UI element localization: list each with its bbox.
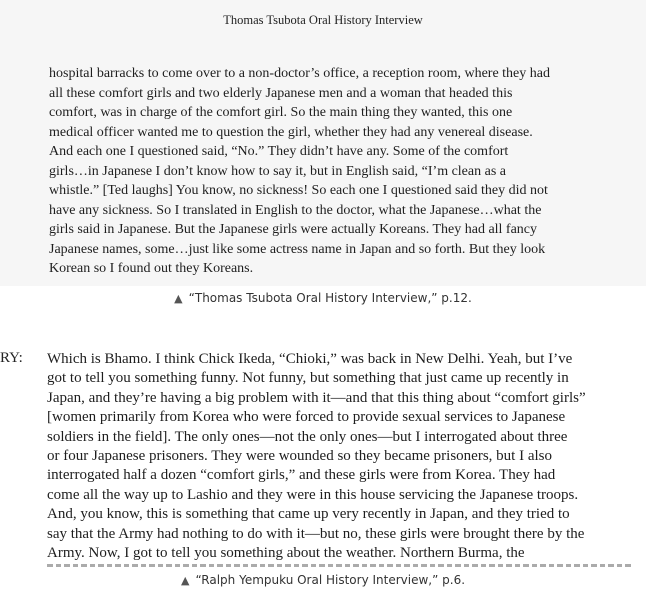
figure-caption-yempuku bbox=[0, 573, 646, 587]
transcript-paragraph-tsubota bbox=[49, 64, 597, 279]
caption-text: “Thomas Tsubota Oral History Interview,” p.12. bbox=[188, 291, 472, 305]
transcript-line: Japan, and they’re having a big problem with it—and that this thing about “comfort girls” bbox=[47, 389, 586, 406]
transcript-line: say that the Army had nothing to do with it—but no, these girls were brought there by the bbox=[47, 525, 585, 542]
speaker-label: RY: bbox=[0, 350, 23, 366]
caption-text: “Ralph Yempuku Oral History Interview,” p.6. bbox=[195, 573, 466, 587]
triangle-up-icon: ▲ bbox=[174, 292, 183, 305]
transcript-line: or four Japanese prisoners. They were wounded so they became prisoners, but I also bbox=[47, 448, 552, 465]
transcript-line: whistle.” [Ted laughs] You know, no sickness! So each one I questioned said they did not bbox=[49, 183, 548, 198]
transcript-line: Korean so I found out they Koreans. bbox=[49, 261, 254, 276]
transcript-line: girls said in Japanese. But the Japanese girls were actually Koreans. They had all fancy bbox=[49, 222, 538, 237]
transcript-line: hospital barracks to come over to a non-doctor’s office, a reception room, where they had bbox=[49, 66, 550, 81]
transcript-line: come all the way up to Lashio and they were in this house servicing the Japanese troops. bbox=[47, 486, 579, 503]
transcript-line: And, you know, this is something that came up very recently in Japan, and they tried to bbox=[47, 506, 570, 523]
transcript-line: interrogated half a dozen “comfort girls,” and these girls were from Korea. They had bbox=[47, 467, 556, 484]
transcript-line: Army. Now, I got to tell you something about the weather. Northern Burma, the bbox=[47, 545, 525, 562]
transcript-line: have any sickness. So I translated in English to the doctor, what the Japanese…what the bbox=[49, 202, 542, 218]
figure-caption-tsubota bbox=[0, 291, 646, 305]
triangle-up-icon: ▲ bbox=[180, 574, 190, 587]
cropped-text-line bbox=[47, 563, 632, 567]
transcript-line: all these comfort girls and two elderly Japanese men and a woman that headed this bbox=[49, 85, 513, 101]
transcript-line: medical officer wanted me to question the girl, whether they had any venereal disease. bbox=[49, 124, 533, 140]
transcript-line: girls…in Japanese I don’t know how to say it, but in English said, “I’m clean as a bbox=[49, 163, 506, 179]
document-header-title: Thomas Tsubota Oral History Interview bbox=[223, 13, 423, 27]
transcript-line: soldiers in the field]. The only ones—not the only ones—but I interrogated about three bbox=[47, 428, 568, 445]
transcript-line: got to tell you something funny. Not funny, but something that just came up recently in bbox=[47, 370, 569, 387]
transcript-line: comfort, was in charge of the comfort girl. So the main thing they wanted, this one bbox=[49, 105, 513, 120]
excerpt-scan-tsubota bbox=[0, 0, 646, 286]
transcript-paragraph-yempuku bbox=[47, 350, 632, 563]
transcript-line: [women primarily from Korea who were forced to provide sexual services to Japanese bbox=[47, 409, 566, 426]
transcript-line: And each one I questioned said, “No.” They didn’t have any. Some of the comfort bbox=[49, 144, 509, 159]
transcript-line: Japanese names, some…just like some actress name in Japan and so forth. But they look bbox=[49, 241, 546, 257]
transcript-line: Which is Bhamo. I think Chick Ikeda, “Chioki,” was back in New Delhi. Yeah, but I’ve bbox=[47, 351, 573, 367]
